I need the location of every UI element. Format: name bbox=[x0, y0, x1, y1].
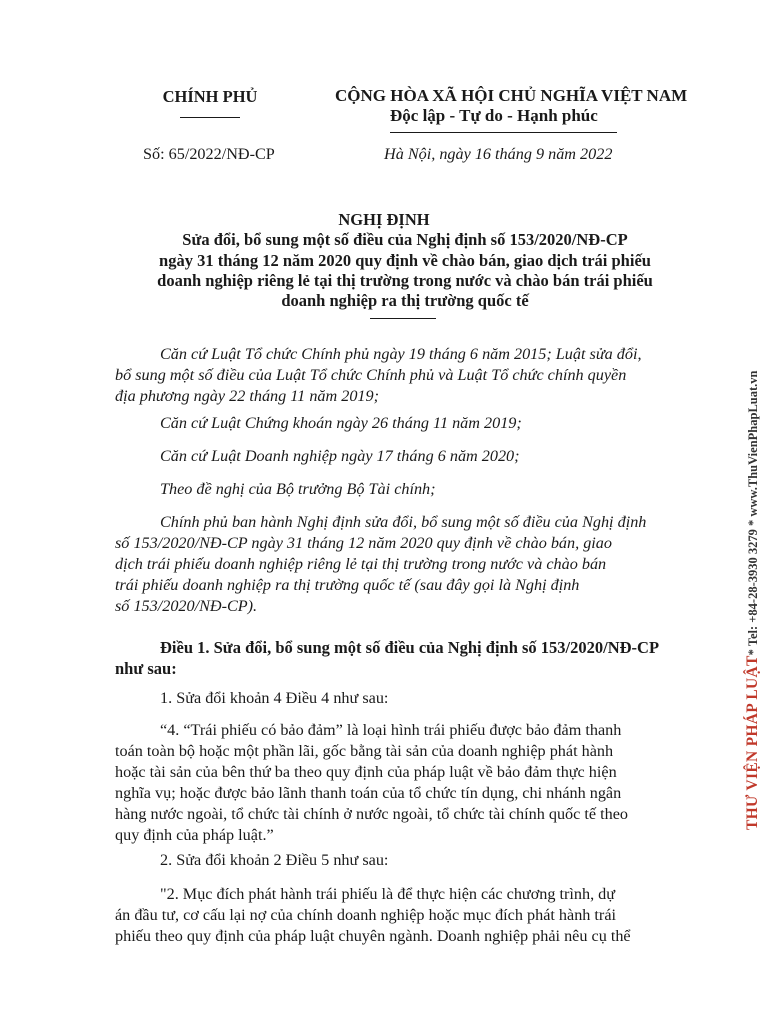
preamble-legal-basis-1: Căn cứ Luật Tổ chức Chính phủ ngày 19 tháng 6 năm 2015; Luật sửa đổi, bổ sung một số điều của Luật Tổ chức Chính phủ và Luật Tổ chức chính quyền địa phương ngày 22 tháng 11 năm 2019; bbox=[115, 345, 642, 405]
issuer-name: CHÍNH PHỦ bbox=[162, 87, 258, 106]
document-number: Số: 65/2022/NĐ-CP bbox=[143, 145, 275, 163]
title-line-1: Sửa đổi, bổ sung một số điều của Nghị định số 153/2020/NĐ-CP bbox=[182, 230, 628, 249]
document-type: NGHỊ ĐỊNH bbox=[338, 210, 430, 229]
article-1-item-1-label: 1. Sửa đổi khoản 4 Điều 4 như sau: bbox=[160, 689, 389, 707]
preamble-promulgation: Chính phủ ban hành Nghị định sửa đổi, bổ sung một số điều của Nghị định số 153/2020/NĐ-CP ngày 31 tháng 12 năm 2020 quy định về chào bán, giao dịch trái phiếu doanh nghiệp riêng lẻ tại thị trường trong nước và chào bán trái phiếu doanh nghiệp ra thị trường quốc tế (sau đây gọi là Nghị định số 153/2020/NĐ-CP). bbox=[115, 513, 647, 615]
article-1-item-2-label: 2. Sửa đổi khoản 2 Điều 5 như sau: bbox=[160, 851, 389, 869]
preamble-legal-basis-3: Căn cứ Luật Doanh nghiệp ngày 17 tháng 6 năm 2020; bbox=[160, 447, 520, 465]
article-1-item-1-text: “4. “Trái phiếu có bảo đảm” là loại hình trái phiếu được bảo đảm thanh toán toàn bộ hoặc một phần lãi, gốc bằng tài sản của doanh nghiệp phát hành hoặc tài sản của bên thứ ba theo quy định của pháp luật về bảo đảm thực hiện nghĩa vụ; hoặc được bảo lãnh thanh toán của tổ chức tín dụng, chi nhánh ngân hàng nước ngoài, tổ chức tài chính ở nước ngoài, tổ chức tài chính quốc tế theo quy định của pháp luật.” bbox=[115, 721, 628, 844]
issue-date: Hà Nội, ngày 16 tháng 9 năm 2022 bbox=[384, 145, 613, 163]
preamble-legal-basis-2: Căn cứ Luật Chứng khoán ngày 26 tháng 11 năm 2019; bbox=[160, 414, 522, 432]
title-line-4: doanh nghiệp ra thị trường quốc tế bbox=[281, 291, 529, 310]
title-line-2: ngày 31 tháng 12 năm 2020 quy định về chào bán, giao dịch trái phiếu bbox=[159, 251, 651, 270]
preamble-proposal: Theo đề nghị của Bộ trưởng Bộ Tài chính; bbox=[160, 480, 436, 498]
motto-rule bbox=[390, 132, 617, 133]
article-1-item-2-text: "2. Mục đích phát hành trái phiếu là để thực hiện các chương trình, dự án đầu tư, cơ cấu lại nợ của chính doanh nghiệp hoặc mục đích phát hành trái phiếu theo quy định của pháp luật chuyên ngành. Doanh nghiệp phải nêu cụ thể bbox=[115, 885, 631, 945]
article-1-heading: Điều 1. Sửa đổi, bổ sung một số điều của Nghị định số 153/2020/NĐ-CP như sau: bbox=[115, 638, 660, 678]
watermark-contact: * Tel: +84-28-3930 3279 * www.ThuVienPhapLuat.vn bbox=[746, 370, 760, 656]
title-line-3: doanh nghiệp riêng lẻ tại thị trường trong nước và chào bán trái phiếu bbox=[157, 271, 653, 290]
watermark-brand: THƯ VIỆN PHÁP LUẬT bbox=[744, 655, 761, 830]
national-title: CỘNG HÒA XÃ HỘI CHỦ NGHĨA VIỆT NAM bbox=[335, 86, 688, 105]
issuer-rule bbox=[180, 117, 240, 118]
side-watermark bbox=[744, 371, 762, 830]
national-motto: Độc lập - Tự do - Hạnh phúc bbox=[390, 106, 598, 125]
title-rule bbox=[370, 318, 436, 319]
